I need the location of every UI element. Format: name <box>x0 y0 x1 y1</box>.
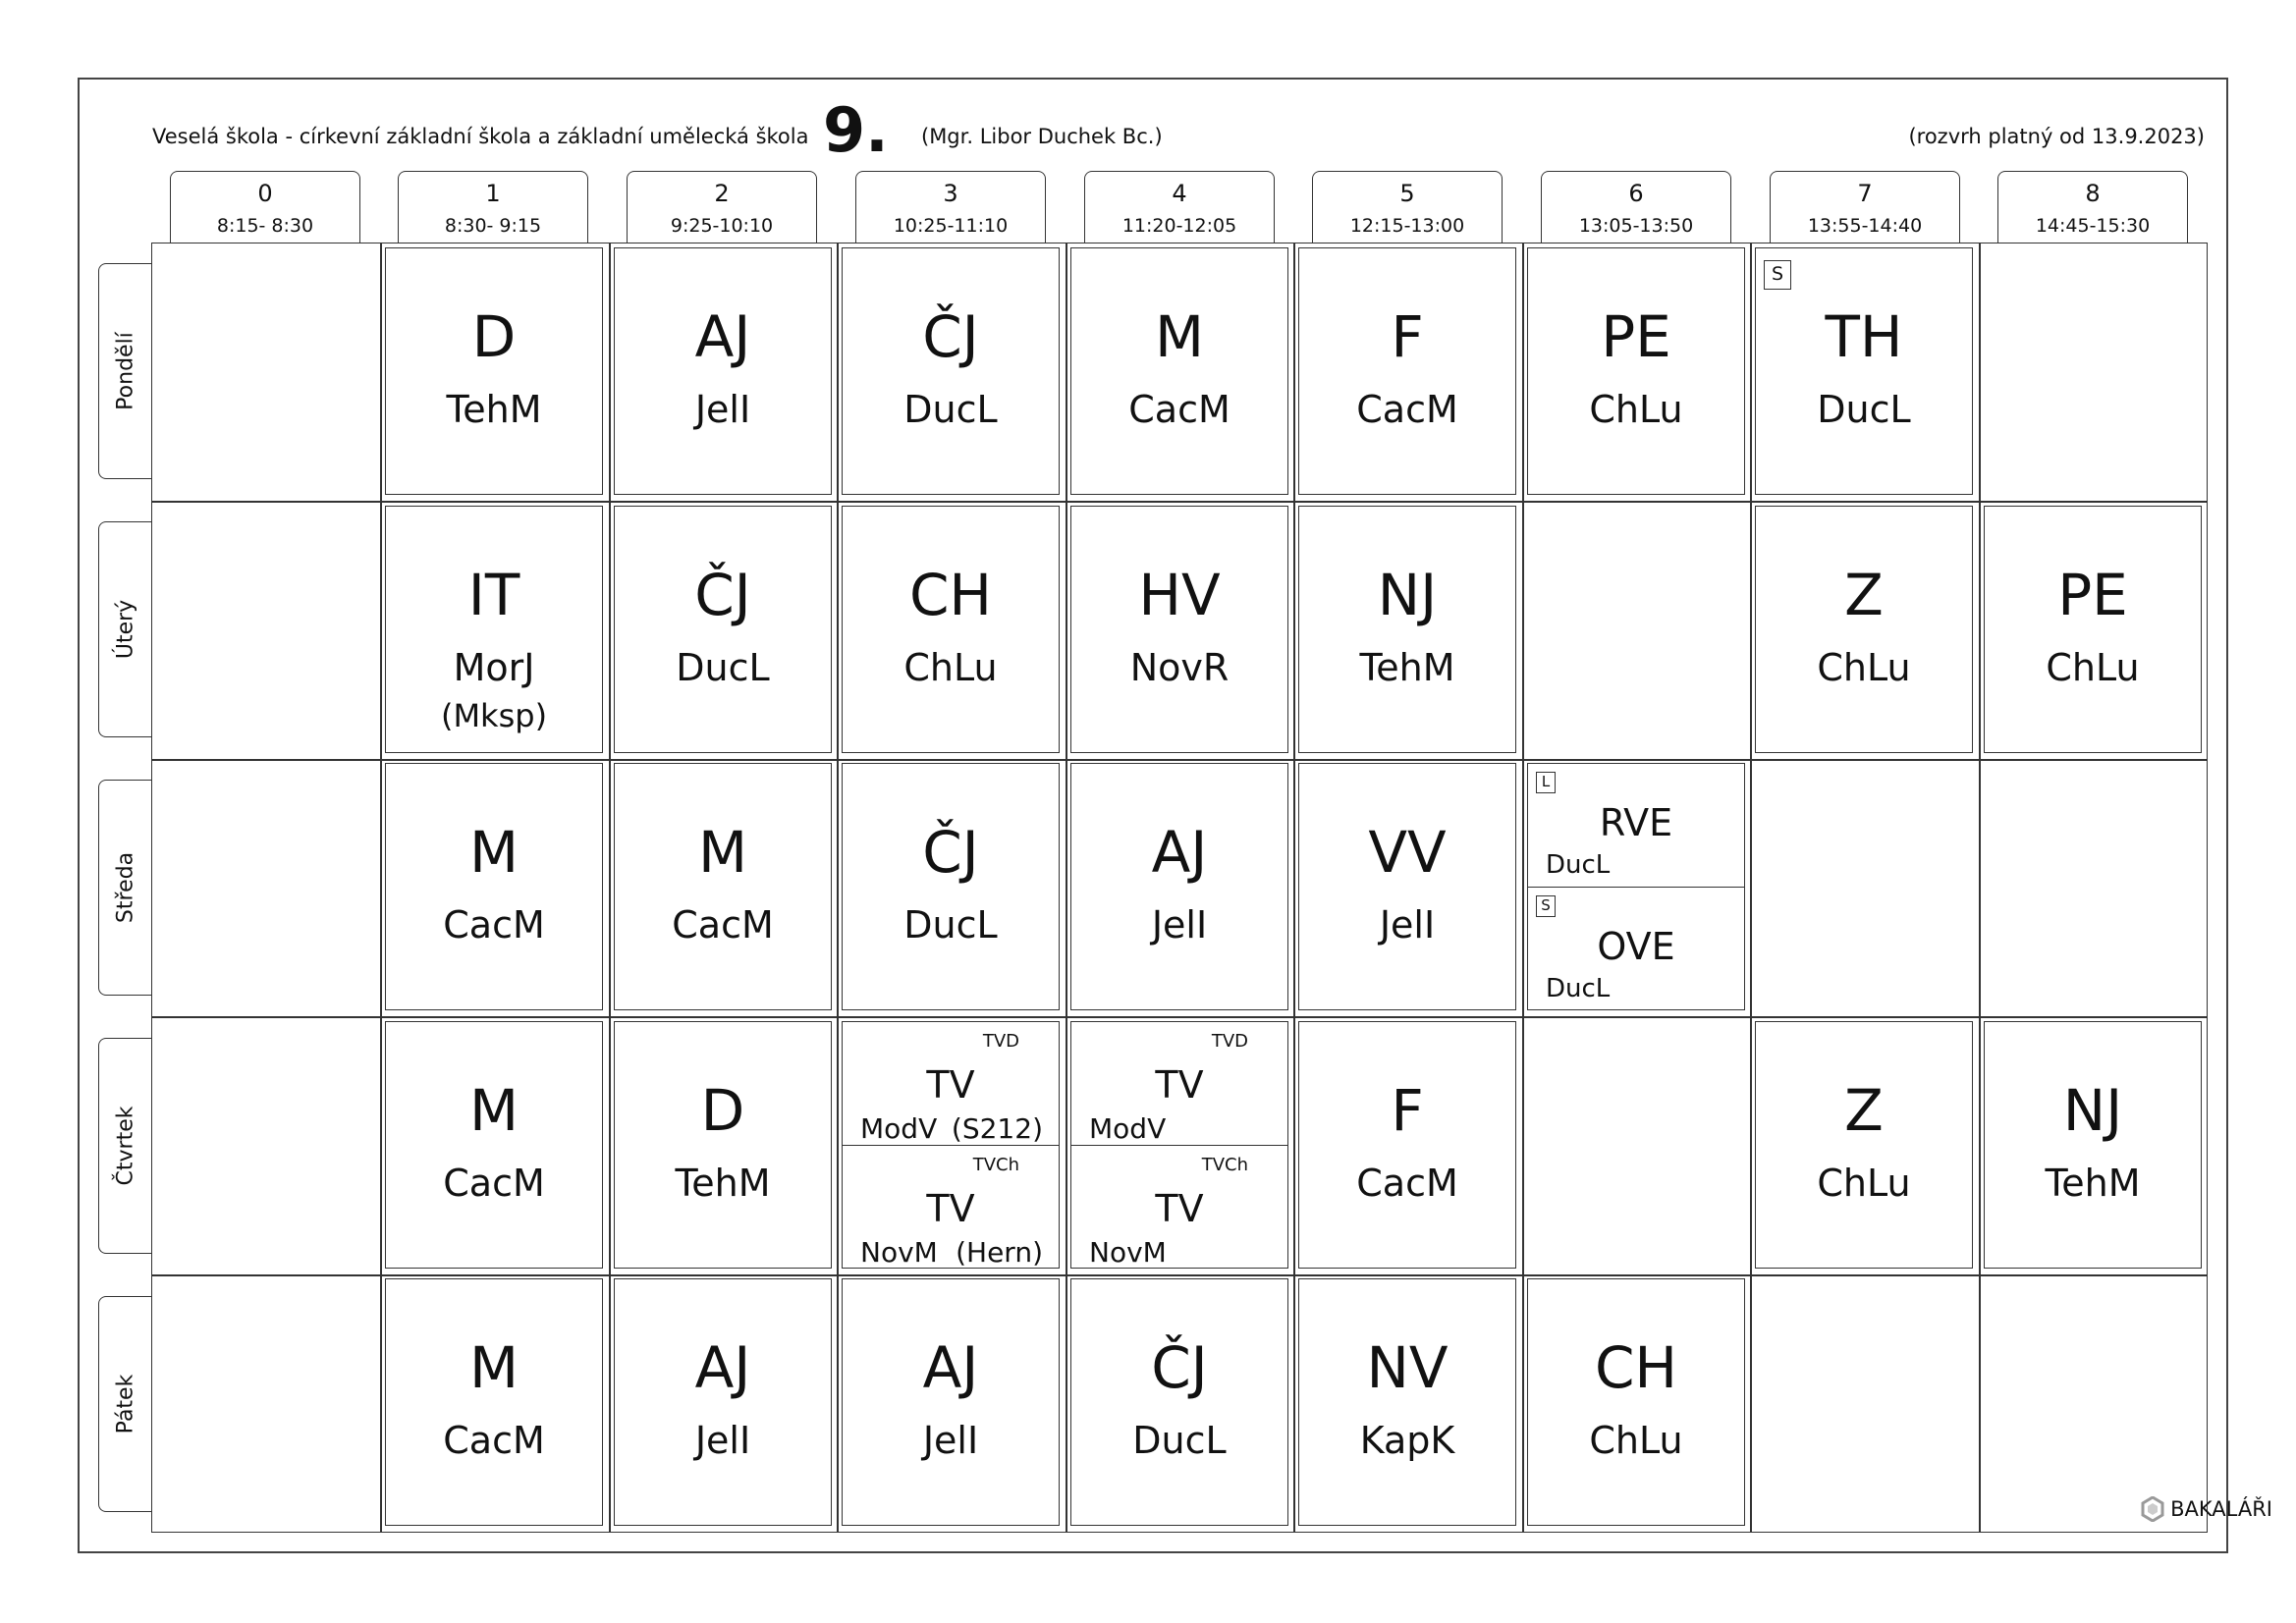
day-name: Úterý <box>113 599 137 660</box>
lesson-cell[interactable] <box>1755 247 1973 495</box>
lesson-teacher: ChLu <box>2046 646 2140 689</box>
lesson-subject: AJ <box>1151 819 1208 886</box>
lesson-subject: ČJ <box>922 303 979 370</box>
lesson-subject: M <box>468 1334 519 1401</box>
lesson-teacher: TehM <box>2045 1162 2141 1205</box>
day-name: Středa <box>113 851 137 924</box>
lesson-teacher: DucL <box>1132 1419 1227 1462</box>
lesson-subject: NJ <box>2062 1077 2123 1144</box>
period-number: 0 <box>257 180 273 207</box>
lesson-room: (S212) <box>951 1112 1043 1145</box>
lesson-subject: TV <box>1155 1187 1204 1230</box>
period-number: 3 <box>943 180 958 207</box>
lesson-teacher: JelI <box>694 1419 751 1462</box>
lesson-teacher: DucL <box>903 388 998 431</box>
grid-line <box>837 243 839 1532</box>
lesson-teacher: DucL <box>1546 974 1611 1003</box>
lesson-teacher: ChLu <box>1589 388 1683 431</box>
lesson-cell[interactable] <box>1984 506 2202 753</box>
period-time: 8:15- 8:30 <box>216 215 314 237</box>
lesson-subject: NJ <box>1377 562 1438 628</box>
grid-line <box>152 1016 2207 1018</box>
lesson-teacher: TehM <box>1359 646 1455 689</box>
period-header-5 <box>1312 171 1503 243</box>
lesson-subject: RVE <box>1599 801 1673 844</box>
lesson-group-top[interactable] <box>1071 1022 1287 1146</box>
group-marker: S <box>1536 895 1556 917</box>
brand-name: BAKALÁŘI <box>2170 1497 2272 1521</box>
grid-line <box>609 243 611 1532</box>
lesson-cell[interactable] <box>1298 247 1516 495</box>
period-time: 13:55-14:40 <box>1807 215 1923 237</box>
lesson-subject: Z <box>1844 1077 1884 1144</box>
lesson-cell[interactable] <box>385 1278 603 1526</box>
grid-line <box>380 243 382 1532</box>
period-number: 1 <box>485 180 501 207</box>
lesson-subject: TV <box>926 1187 975 1230</box>
lesson-cell[interactable] <box>842 1278 1060 1526</box>
lesson-teacher: MorJ <box>453 646 535 689</box>
grid-line <box>1293 243 1295 1532</box>
period-number: 5 <box>1399 180 1415 207</box>
lesson-teacher: NovR <box>1129 646 1230 689</box>
period-header-1 <box>398 171 588 243</box>
grid-line <box>1066 243 1067 1532</box>
grid-line <box>1750 243 1752 1532</box>
day-name: Pondělí <box>113 332 137 410</box>
lesson-subject: PE <box>1601 303 1671 370</box>
lesson-subject: M <box>468 1077 519 1144</box>
day-label-thursday <box>98 1038 151 1254</box>
period-time: 13:05-13:50 <box>1578 215 1694 237</box>
lesson-subject: HV <box>1138 562 1221 628</box>
lesson-subject: TV <box>1155 1063 1204 1107</box>
lesson-subject: AJ <box>694 303 751 370</box>
lesson-teacher: ModV <box>1089 1112 1167 1145</box>
lesson-subject: AJ <box>922 1334 979 1401</box>
lesson-cell[interactable] <box>385 247 603 495</box>
lesson-cell[interactable] <box>1070 247 1288 495</box>
lesson-subject: VV <box>1368 819 1447 886</box>
lesson-cell[interactable] <box>842 506 1060 753</box>
grid-line <box>152 1274 2207 1276</box>
lesson-subject: D <box>700 1077 745 1144</box>
lesson-cell[interactable] <box>1070 763 1288 1010</box>
lesson-teacher: CacM <box>672 903 774 947</box>
lesson-cell[interactable] <box>1527 1278 1745 1526</box>
lesson-subject: ČJ <box>922 819 979 886</box>
period-header-6 <box>1541 171 1731 243</box>
group-name: TVD <box>982 1031 1019 1052</box>
lesson-subject: ČJ <box>1151 1334 1208 1401</box>
lesson-cell[interactable] <box>1527 247 1745 495</box>
lesson-group-top[interactable] <box>843 1022 1059 1146</box>
lesson-cell[interactable] <box>842 247 1060 495</box>
lesson-cell[interactable] <box>1298 763 1516 1010</box>
lesson-teacher: TehM <box>446 388 542 431</box>
lesson-teacher: ChLu <box>1817 646 1911 689</box>
grid-line <box>1522 243 1524 1532</box>
lesson-teacher: ModV <box>860 1112 938 1145</box>
period-time: 10:25-11:10 <box>893 215 1009 237</box>
bakalari-logo-icon <box>2141 1496 2164 1522</box>
lesson-cell[interactable] <box>842 763 1060 1010</box>
day-name: Čtvrtek <box>113 1106 137 1186</box>
period-number: 7 <box>1857 180 1873 207</box>
school-name: Veselá škola - církevní základní škola a základní umělecká škola <box>152 125 809 148</box>
lesson-subject: CH <box>908 562 993 628</box>
lesson-cell[interactable] <box>385 763 603 1010</box>
lesson-subject: F <box>1391 1077 1424 1144</box>
lesson-subject: IT <box>467 562 520 628</box>
period-time: 12:15-13:00 <box>1349 215 1465 237</box>
lesson-subject: OVE <box>1597 925 1675 968</box>
period-header-0 <box>170 171 360 243</box>
lesson-teacher: ChLu <box>1589 1419 1683 1462</box>
split-lesson-cell[interactable] <box>1527 763 1745 1010</box>
lesson-subject: Z <box>1844 562 1884 628</box>
lesson-cell[interactable] <box>1755 1021 1973 1269</box>
lesson-cell[interactable] <box>1070 506 1288 753</box>
lesson-subject: CH <box>1594 1334 1678 1401</box>
lesson-teacher: DucL <box>903 903 998 947</box>
lesson-teacher: DucL <box>1546 850 1611 880</box>
lesson-cell[interactable] <box>614 1278 832 1526</box>
lesson-subject: NV <box>1366 1334 1449 1401</box>
period-header-4 <box>1084 171 1275 243</box>
period-header-3 <box>855 171 1046 243</box>
period-time: 14:45-15:30 <box>2035 215 2151 237</box>
split-lesson-cell[interactable] <box>842 1021 1060 1269</box>
lesson-teacher: JelI <box>1379 903 1436 947</box>
day-label-monday <box>98 263 151 479</box>
lesson-teacher: TehM <box>675 1162 771 1205</box>
lesson-teacher: CacM <box>443 1419 545 1462</box>
lesson-room: (Hern) <box>956 1236 1043 1269</box>
lesson-subject: F <box>1391 303 1424 370</box>
lesson-cell[interactable] <box>1298 1278 1516 1526</box>
grid-line <box>152 501 2207 503</box>
lesson-teacher: KapK <box>1359 1419 1455 1462</box>
day-label-wednesday <box>98 780 151 996</box>
period-number: 4 <box>1172 180 1187 207</box>
lesson-teacher: DucL <box>1817 388 1911 431</box>
lesson-subject: D <box>471 303 517 370</box>
lesson-teacher: CacM <box>443 903 545 947</box>
grid-line <box>1979 243 1981 1532</box>
lesson-teacher: JelI <box>1151 903 1208 947</box>
group-name: TVD <box>1211 1031 1248 1052</box>
period-header-7 <box>1770 171 1960 243</box>
lesson-teacher: ChLu <box>1817 1162 1911 1205</box>
lesson-subject: ČJ <box>694 562 751 628</box>
period-time: 9:25-10:10 <box>670 215 774 237</box>
period-number: 6 <box>1628 180 1644 207</box>
period-header-2 <box>627 171 817 243</box>
group-name: TVCh <box>1201 1155 1248 1175</box>
valid-from: (rozvrh platný od 13.9.2023) <box>1908 125 2205 148</box>
grid-line <box>152 759 2207 761</box>
lesson-group-bottom[interactable] <box>1071 1145 1287 1270</box>
group-name: TVCh <box>972 1155 1019 1175</box>
lesson-teacher: CacM <box>1128 388 1230 431</box>
period-time: 11:20-12:05 <box>1121 215 1237 237</box>
lesson-cell[interactable] <box>385 506 603 753</box>
lesson-room: (Mksp) <box>440 697 548 734</box>
lesson-group-top[interactable] <box>1528 764 1744 888</box>
class-teacher: (Mgr. Libor Duchek Bc.) <box>921 125 1163 148</box>
lesson-cell[interactable] <box>614 506 832 753</box>
lesson-subject: M <box>697 819 748 886</box>
period-number: 2 <box>714 180 730 207</box>
group-marker: S <box>1764 260 1791 290</box>
lesson-group-bottom[interactable] <box>843 1145 1059 1270</box>
lesson-subject: M <box>468 819 519 886</box>
bakalari-logo <box>2141 1496 2272 1522</box>
period-number: 8 <box>2085 180 2101 207</box>
lesson-teacher: ChLu <box>903 646 998 689</box>
lesson-teacher: JelI <box>922 1419 979 1462</box>
lesson-teacher: CacM <box>1356 388 1458 431</box>
lesson-cell[interactable] <box>614 1021 832 1269</box>
lesson-group-bottom[interactable] <box>1528 887 1744 1011</box>
lesson-teacher: CacM <box>443 1162 545 1205</box>
lesson-cell[interactable] <box>614 763 832 1010</box>
day-label-tuesday <box>98 521 151 737</box>
day-name: Pátek <box>113 1374 137 1434</box>
lesson-cell[interactable] <box>1755 506 1973 753</box>
lesson-subject: TV <box>926 1063 975 1107</box>
lesson-cell[interactable] <box>614 247 832 495</box>
lesson-teacher: NovM <box>860 1236 938 1269</box>
day-label-friday <box>98 1296 151 1512</box>
lesson-teacher: NovM <box>1089 1236 1167 1269</box>
lesson-subject: AJ <box>694 1334 751 1401</box>
period-header-8 <box>1997 171 2188 243</box>
lesson-teacher: JelI <box>694 388 751 431</box>
split-lesson-cell[interactable] <box>1070 1021 1288 1269</box>
lesson-cell[interactable] <box>1070 1278 1288 1526</box>
lesson-cell[interactable] <box>1298 506 1516 753</box>
lesson-subject: PE <box>2057 562 2128 628</box>
group-marker: L <box>1536 772 1556 793</box>
class-name: 9. <box>823 94 889 166</box>
lesson-cell[interactable] <box>1298 1021 1516 1269</box>
lesson-subject: TH <box>1825 303 1903 370</box>
period-time: 8:30- 9:15 <box>444 215 542 237</box>
lesson-cell[interactable] <box>1984 1021 2202 1269</box>
lesson-cell[interactable] <box>385 1021 603 1269</box>
lesson-teacher: DucL <box>676 646 770 689</box>
lesson-teacher: CacM <box>1356 1162 1458 1205</box>
lesson-subject: M <box>1154 303 1205 370</box>
